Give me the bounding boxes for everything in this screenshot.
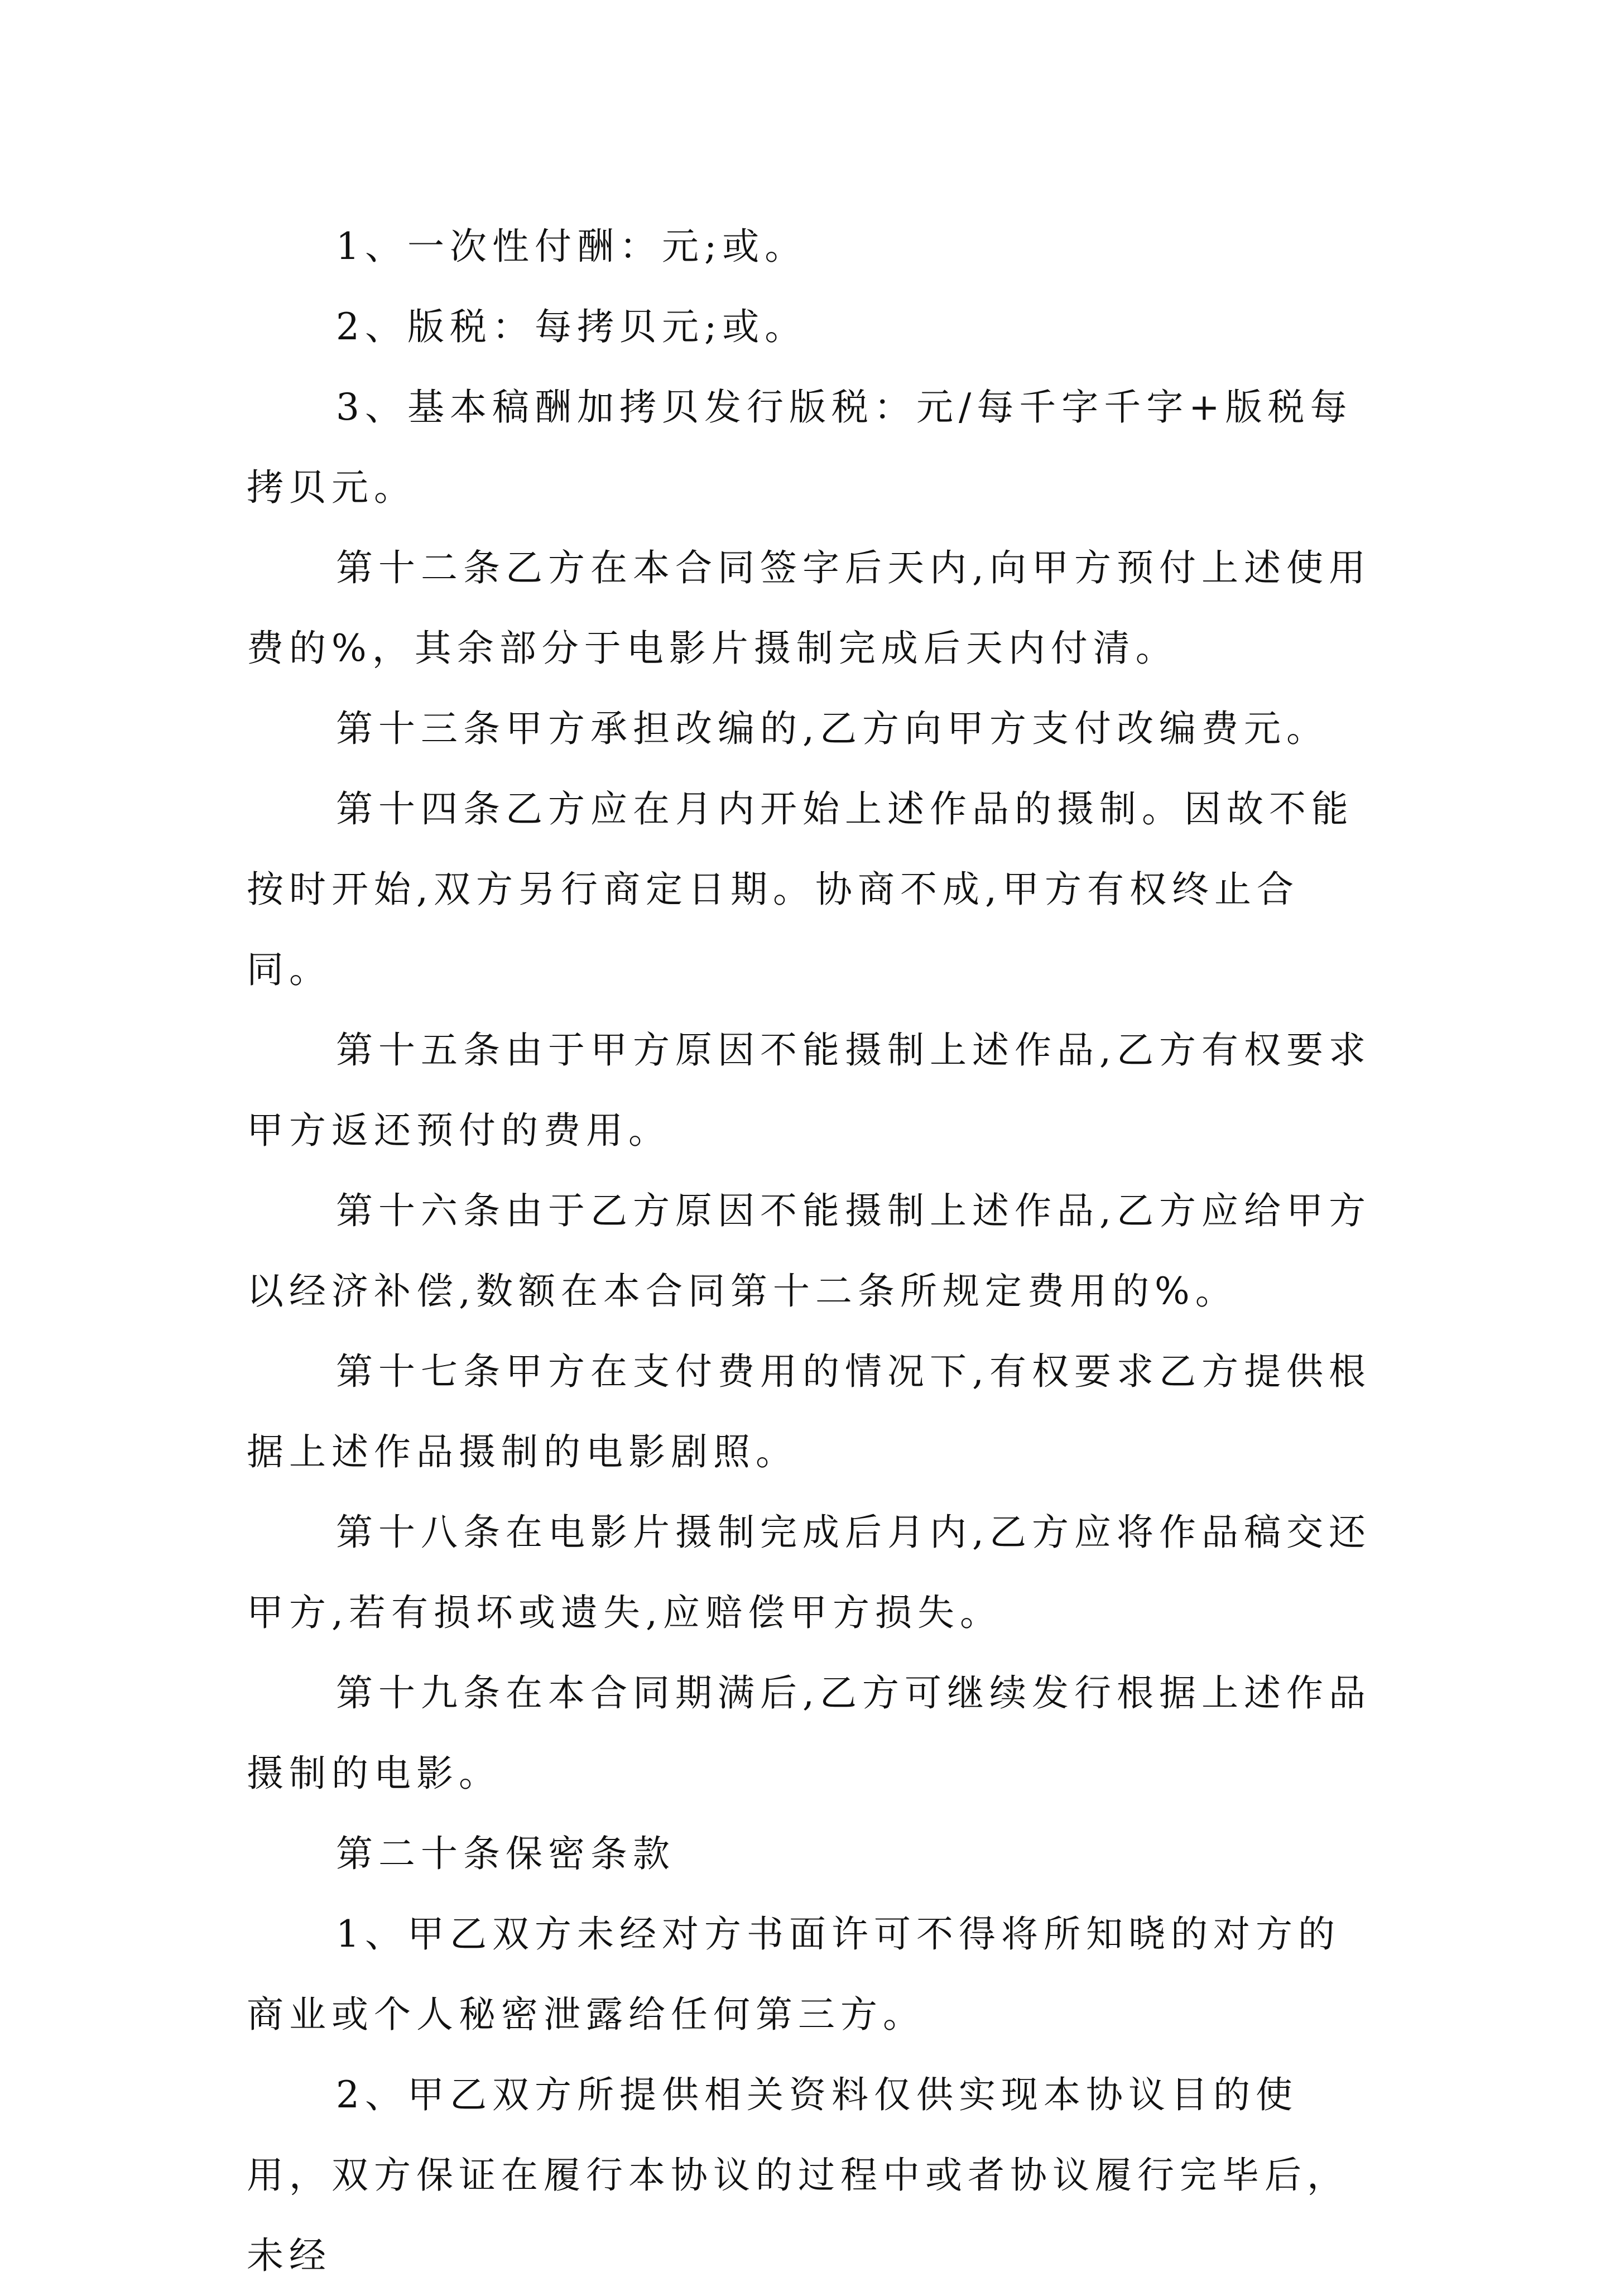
confidentiality-clause-2: 2、甲乙双方所提供相关资料仅供实现本协议目的使用，双方保证在履行本协议的过程中或者协议履行完毕后，未经 [247, 2073, 1349, 2277]
article-14: 第十四条乙方应在月内开始上述作品的摄制。因故不能按时开始,双方另行商定日期。协商不成,甲方有权终止合同。 [247, 787, 1354, 991]
clause-payment-lump-sum: 1、一次性付酬：元;或。 [336, 225, 808, 268]
article-18: 第十八条在电影片摄制完成后月内,乙方应将作品稿交还甲方,若有损坏或遗失,应赔偿甲方损失。 [247, 1511, 1371, 1634]
article-12: 第十二条乙方在本合同签字后天内,向甲方预付上述使用费的%，其余部分于电影片摄制完成后天内付清。 [247, 546, 1371, 670]
clause-payment-combined: 3、基本稿酬加拷贝发行版税：元/每千字千字+版税每拷贝元。 [247, 386, 1353, 509]
confidentiality-clause-1: 1、甲乙双方未经对方书面许可不得将所知晓的对方的商业或个人秘密泄露给任何第三方。 [247, 1913, 1340, 2036]
document-page [247, 206, 1374, 2296]
article-15: 第十五条由于甲方原因不能摄制上述作品,乙方有权要求甲方返还预付的费用。 [247, 1029, 1371, 1152]
article-13: 第十三条甲方承担改编的,乙方向甲方支付改编费元。 [336, 707, 1329, 750]
clause-payment-royalty: 2、版税：每拷贝元;或。 [336, 305, 808, 348]
article-17: 第十七条甲方在支付费用的情况下,有权要求乙方提供根据上述作品摄制的电影剧照。 [247, 1350, 1371, 1473]
article-20-heading: 第二十条保密条款 [336, 1832, 675, 1875]
article-16: 第十六条由于乙方原因不能摄制上述作品,乙方应给甲方以经济补偿,数额在本合同第十二条所规定费用的%。 [247, 1189, 1371, 1313]
article-19: 第十九条在本合同期满后,乙方可继续发行根据上述作品摄制的电影。 [247, 1671, 1371, 1795]
